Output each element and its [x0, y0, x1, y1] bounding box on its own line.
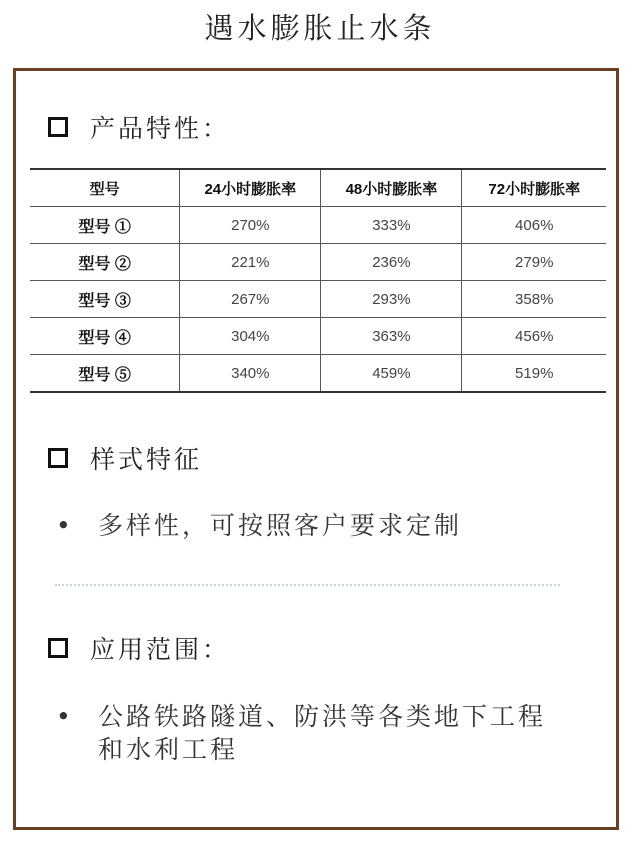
column-header: 型号: [30, 169, 180, 207]
section-heading-style: [48, 440, 202, 476]
value-cell: 279%: [462, 244, 606, 281]
column-header: 48小时膨胀率: [321, 169, 462, 207]
table-row: [30, 281, 606, 318]
value-cell: 340%: [180, 355, 321, 393]
value-cell: 236%: [321, 244, 462, 281]
checkbox-square-icon: [48, 117, 68, 137]
value-cell: 221%: [180, 244, 321, 281]
model-cell: 型号 ①: [30, 207, 180, 244]
bullet-text: 多样性，可按照客户要求定制: [98, 511, 463, 540]
model-cell: 型号 ③: [30, 281, 180, 318]
checkbox-square-icon: [48, 448, 68, 468]
value-cell: 363%: [321, 318, 462, 355]
column-header: 72小时膨胀率: [462, 169, 606, 207]
dotted-divider: [55, 584, 560, 586]
bullet-text-line: 和水利工程: [98, 735, 239, 764]
value-cell: 456%: [462, 318, 606, 355]
bullet-text-line: 公路铁路隧道、防洪等各类地下工程: [98, 702, 547, 731]
bullet-dot-icon: •: [56, 702, 74, 731]
value-cell: 304%: [180, 318, 321, 355]
table-header-row: [30, 169, 606, 207]
bullet-item-customization: [56, 509, 462, 542]
bullet-dot-icon: •: [56, 511, 74, 540]
value-cell: 270%: [180, 207, 321, 244]
table-row: [30, 318, 606, 355]
value-cell: 459%: [321, 355, 462, 393]
bullet-item-application: [56, 700, 546, 766]
checkbox-square-icon: [48, 638, 68, 658]
table-row: [30, 207, 606, 244]
table-row: [30, 355, 606, 393]
column-header: 24小时膨胀率: [180, 169, 321, 207]
model-cell: 型号 ④: [30, 318, 180, 355]
table-row: [30, 244, 606, 281]
expansion-rate-table: [30, 168, 606, 393]
heading-text: 产品特性：: [90, 114, 231, 143]
heading-text: 样式特征: [90, 445, 203, 474]
heading-text: 应用范围：: [90, 635, 231, 664]
value-cell: 267%: [180, 281, 321, 318]
value-cell: 406%: [462, 207, 606, 244]
value-cell: 358%: [462, 281, 606, 318]
bullet-text-block: [98, 700, 546, 766]
value-cell: 519%: [462, 355, 606, 393]
page-title: 遇水膨胀止水条: [204, 11, 436, 45]
section-heading-application: [48, 630, 230, 666]
value-cell: 333%: [321, 207, 462, 244]
section-heading-properties: [48, 109, 230, 145]
model-cell: 型号 ⑤: [78, 366, 131, 384]
value-cell: 293%: [321, 281, 462, 318]
model-cell: 型号 ②: [30, 244, 180, 281]
